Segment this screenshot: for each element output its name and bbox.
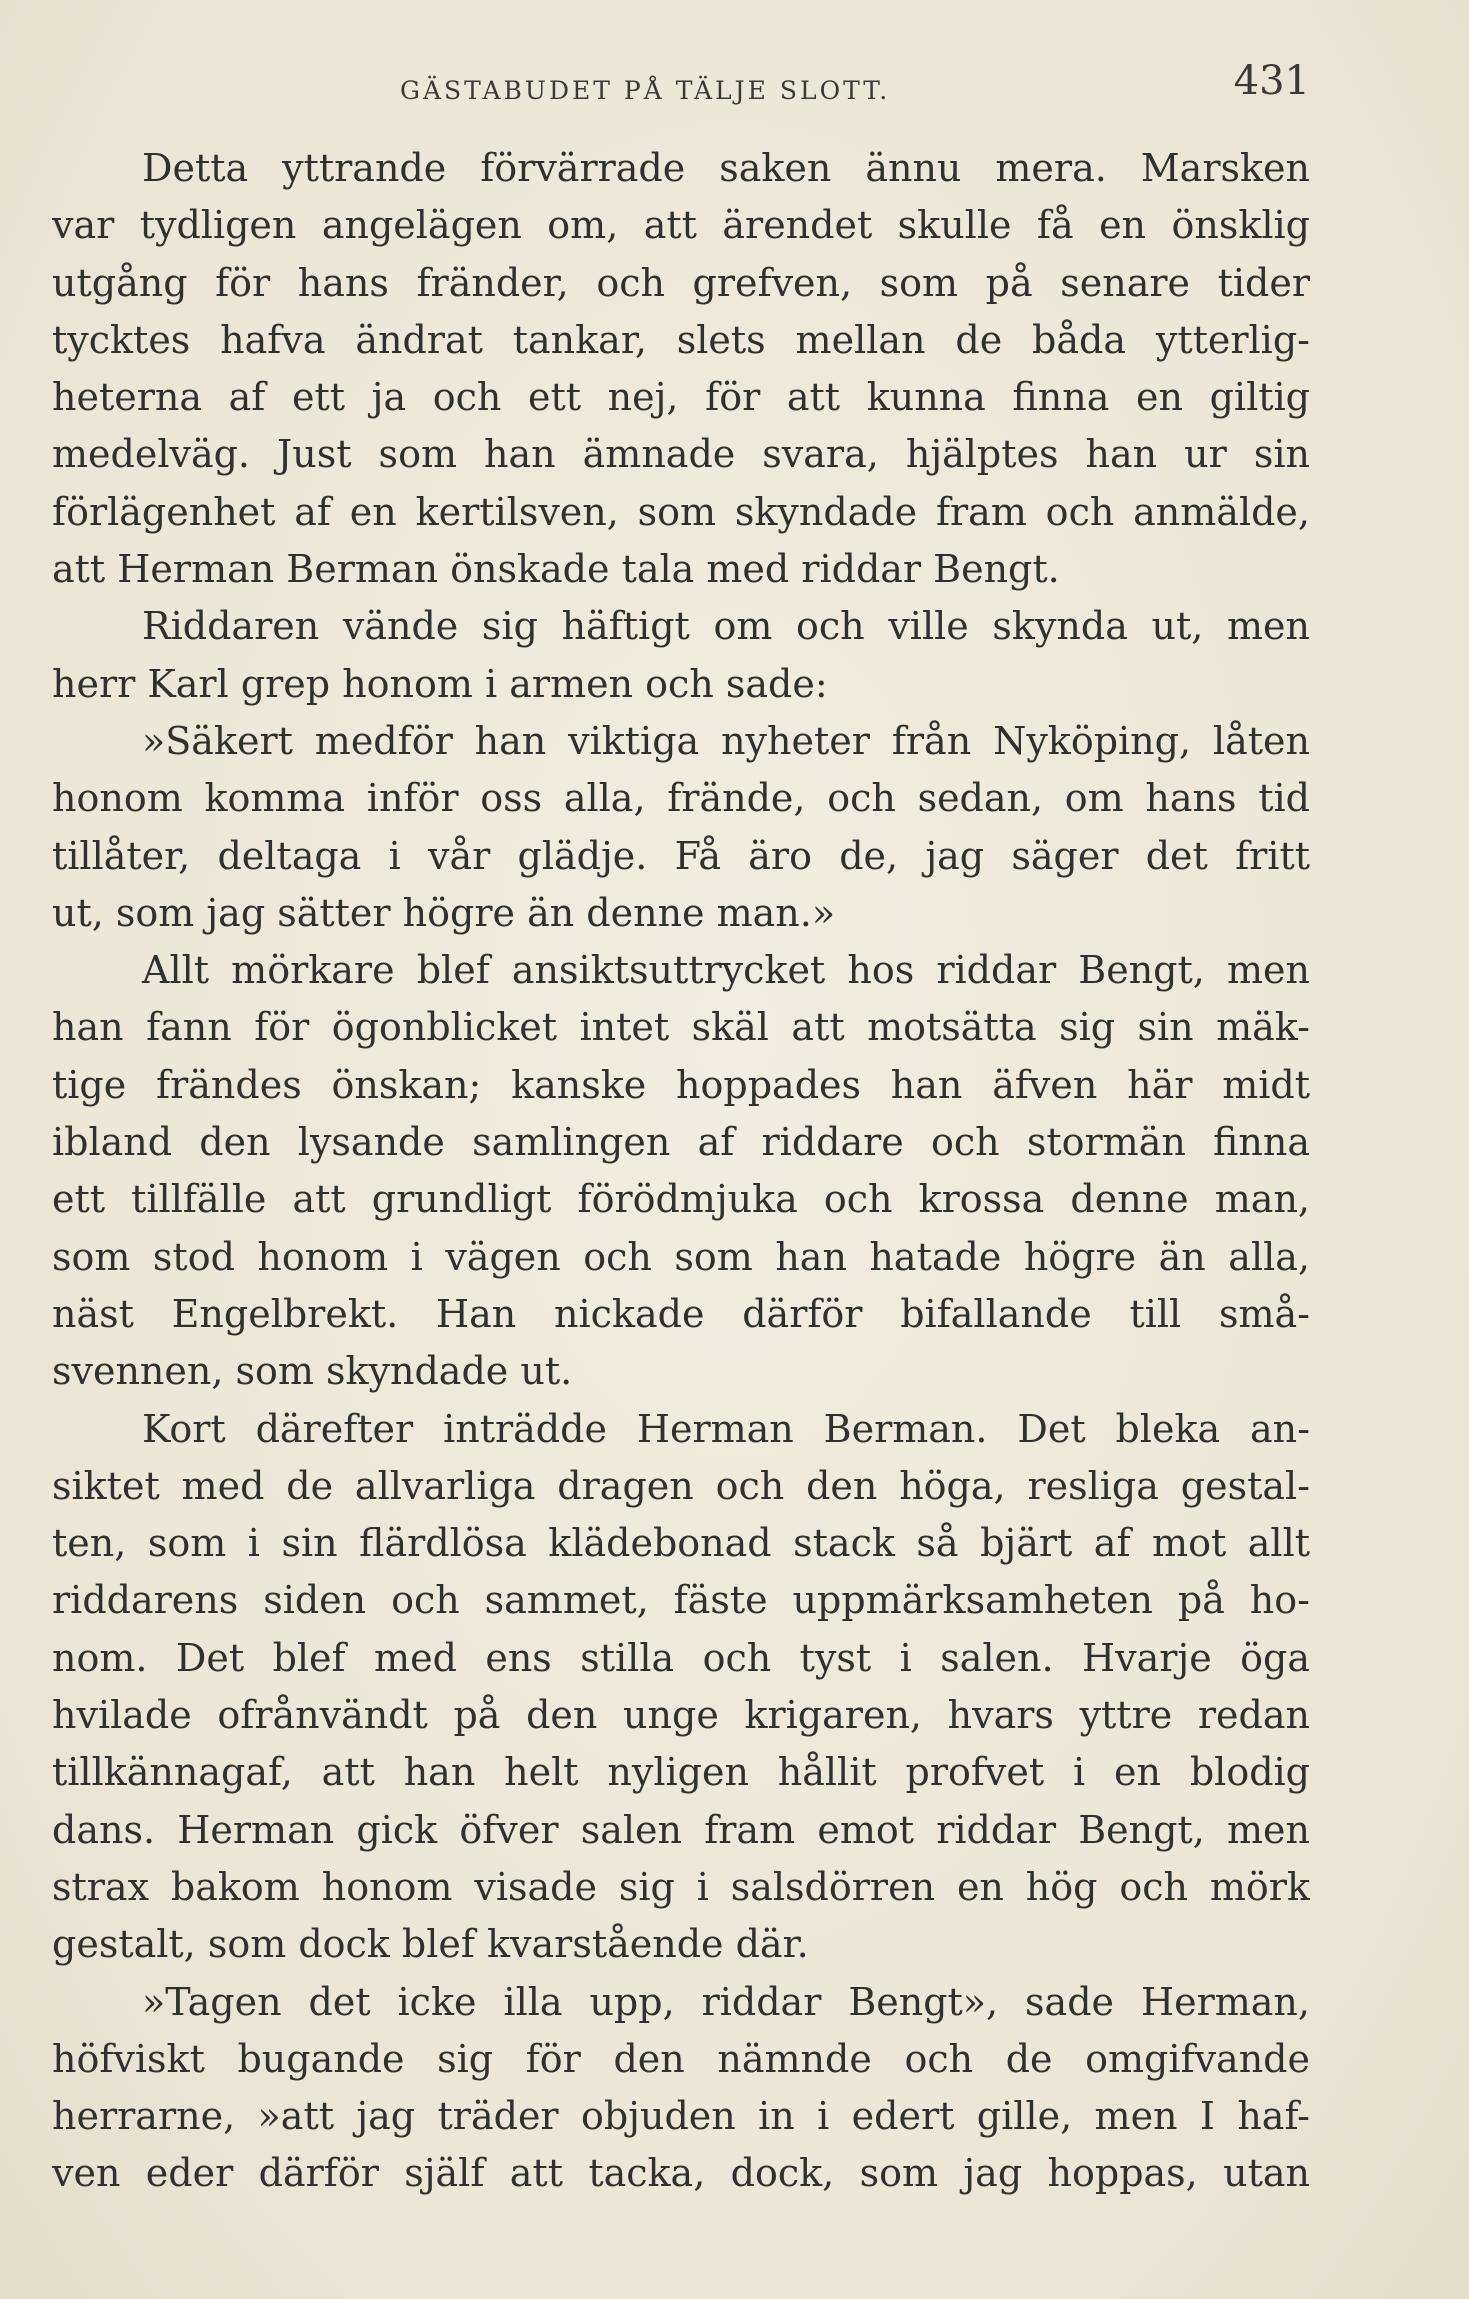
text-line: ut, som jag sätter högre än denne man.» (52, 890, 836, 935)
text-line: tillkännagaf, att han helt nyligen hållit profvet i en blodig (52, 1750, 1310, 1795)
text-line: Detta yttrande förvärrade saken ännu mera. Marsken (142, 146, 1310, 190)
text-line: tillåter, deltaga i vår glädje. Få äro de, jag säger det fritt (52, 833, 1310, 878)
text-line: höfviskt bugande sig för den nämnde och de omgifvande (52, 2036, 1310, 2081)
text-line: Kort därefter inträdde Herman Berman. Det bleka an- (142, 1406, 1310, 1451)
text-line: att Herman Berman önskade tala med riddar Bengt. (52, 547, 1060, 592)
text-line: Riddaren vände sig häftigt om och ville skynda ut, men (142, 604, 1310, 649)
text-line: hvilade ofrånvändt på den unge krigaren, hvars yttre redan (52, 1693, 1310, 1738)
text-line: ett tillfälle att grundligt förödmjuka och krossa denne man, (52, 1177, 1310, 1222)
text-line: riddarens siden och sammet, fäste uppmärksamheten på ho- (52, 1578, 1310, 1623)
text-line: som stod honom i vägen och som han hatade högre än alla, (52, 1234, 1310, 1279)
text-line: ibland den lysande samlingen af riddare och stormän finna (52, 1120, 1310, 1165)
text-line: utgång för hans fränder, och grefven, som på senare tider (52, 260, 1310, 305)
text-line: han fann för ögonblicket intet skäl att motsätta sig sin mäk- (52, 1005, 1310, 1050)
text-line: »Tagen det icke illa upp, riddar Bengt», sade Herman, (142, 1979, 1310, 2024)
text-line: honom komma inför oss alla, frände, och sedan, om hans tid (52, 776, 1310, 821)
text-line: svennen, som skyndade ut. (52, 1349, 573, 1394)
text-line: heterna af ett ja och ett nej, för att kunna finna en giltig (52, 375, 1310, 420)
text-line: herrarne, »att jag träder objuden in i edert gille, men I haf- (52, 2094, 1310, 2139)
text-line: medelväg. Just som han ämnade svara, hjälptes han ur sin (52, 432, 1310, 477)
running-title: GÄSTABUDET PÅ TÄLJE SLOTT. (400, 76, 891, 105)
text-line: herr Karl grep honom i armen och sade: (52, 661, 828, 706)
page-number: 431 (1233, 58, 1310, 104)
text-line: näst Engelbrekt. Han nickade därför bifallande till små- (52, 1291, 1310, 1336)
text-line: ven eder därför själf att tacka, dock, som jag hoppas, utan (52, 2151, 1310, 2196)
text-line: var tydligen angelägen om, att ärendet skulle få en önsklig (52, 203, 1310, 248)
text-line: tige frändes önskan; kanske hoppades han äfven här midt (52, 1062, 1310, 1107)
text-line: »Säkert medför han viktiga nyheter från Nyköping, låten (142, 718, 1310, 763)
text-line: gestalt, som dock blef kvarstående där. (52, 1922, 809, 1967)
text-line: strax bakom honom visade sig i salsdörren en hög och mörk (52, 1864, 1310, 1909)
text-line: förlägenhet af en kertilsven, som skyndade fram och anmälde, (52, 489, 1310, 534)
text-line: ten, som i sin flärdlösa klädebonad stack så bjärt af mot allt (52, 1521, 1310, 1566)
text-line: dans. Herman gick öfver salen fram emot riddar Bengt, men (52, 1807, 1310, 1852)
text-line: tycktes hafva ändrat tankar, slets mellan de båda ytterlig- (52, 317, 1310, 362)
body-text (52, 140, 1310, 2203)
text-line: siktet med de allvarliga dragen och den höga, resliga gestal- (52, 1463, 1310, 1508)
page-header (52, 58, 1310, 118)
text-line: nom. Det blef med ens stilla och tyst i salen. Hvarje öga (52, 1635, 1310, 1680)
text-line: Allt mörkare blef ansiktsuttrycket hos riddar Bengt, men (142, 948, 1310, 993)
